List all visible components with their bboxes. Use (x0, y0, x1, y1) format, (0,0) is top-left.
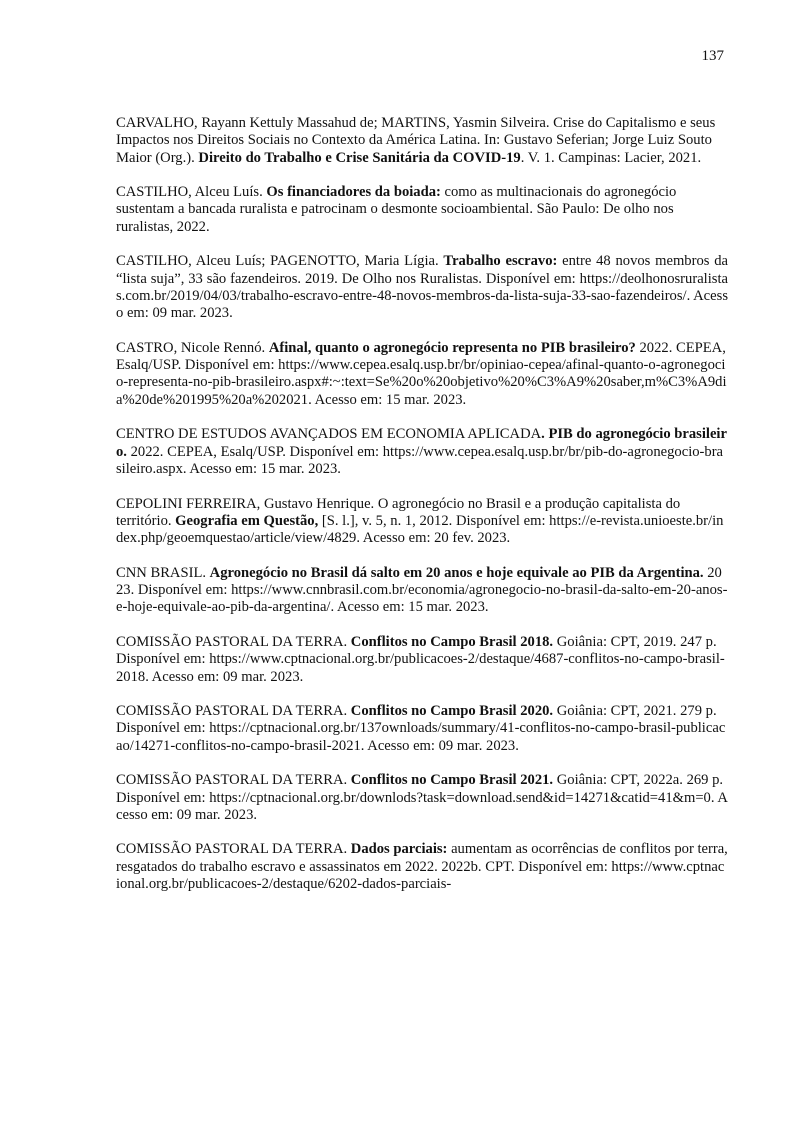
reference-text: CEPOLINI FERREIRA, Gustavo Henrique. O agronegócio no Brasil e a produção capitalista do território. (116, 495, 681, 529)
reference-entry (116, 841, 728, 893)
reference-text: Goiânia: CPT, 2021. 279 p. Disponível em: https://cptnacional.org.br/137ownloads/summary/41-conflitos-no-campo-brasil-publicacao/14271-conflitos-no-campo-brasil-2021. Acesso em: 09 mar. 2023. (116, 703, 726, 754)
reference-text: CENTRO DE ESTUDOS AVANÇADOS EM ECONOMIA APLICADA (116, 426, 542, 443)
reference-text: COMISSÃO PASTORAL DA TERRA. (116, 633, 351, 650)
reference-title: Dados parciais: (350, 841, 448, 858)
reference-text: COMISSÃO PASTORAL DA TERRA. (116, 841, 351, 858)
reference-entry (116, 703, 728, 755)
reference-text: CASTILHO, Alceu Luís. (116, 184, 267, 201)
reference-text: CNN BRASIL. (116, 564, 210, 581)
reference-title: Direito do Trabalho e Crise Sanitária da COVID-19 (198, 149, 521, 166)
reference-entry (116, 634, 728, 686)
reference-title: Conflitos no Campo Brasil 2021. (350, 772, 554, 789)
reference-text: CASTRO, Nicole Rennó. (116, 339, 269, 356)
reference-text: 2022. CEPEA, Esalq/USP. Disponível em: https://www.cepea.esalq.usp.br/br/opiniao-cepea/afinal-quanto-o-agronegocio-representa-no-pib-brasileiro.aspx#:~:text=Se%20o%20objetivo%20%C3%A9%20saber,m%C3%A9dia%20de%201995%20a%202021. Acesso em: 15 mar. 2023. (116, 339, 727, 408)
reference-title: Conflitos no Campo Brasil 2018. (350, 633, 554, 650)
reference-title: Trabalho escravo: (443, 253, 558, 270)
reference-text: CARVALHO, Rayann Kettuly Massahud de; MARTINS, Yasmin Silveira. Crise do Capitalismo e seus Impactos nos Direitos Sociais no Contexto da América Latina. In: Gustavo Seferian; Jorge Luiz Souto Maior (Org.). (116, 115, 716, 166)
reference-entry (116, 772, 728, 824)
reference-title: . PIB do agronegócio brasileiro. (116, 426, 727, 460)
reference-title: Agronegócio no Brasil dá salto em 20 anos e hoje equivale ao PIB da Argentina. (209, 564, 704, 581)
page-number: 137 (701, 48, 724, 64)
reference-title: Afinal, quanto o agronegócio representa no PIB brasileiro? (268, 339, 636, 356)
reference-list (116, 115, 728, 911)
reference-title: Geografia em Questão, (175, 512, 319, 529)
reference-entry (116, 340, 728, 409)
reference-text: CASTILHO, Alceu Luís; PAGENOTTO, Maria Lígia. (116, 253, 444, 270)
reference-entry (116, 253, 728, 322)
reference-text: aumentam as ocorrências de conflitos por terra, resgatados do trabalho escravo e assassinatos em 2022. 2022b. CPT. Disponível em: https://www.cptnacional.org.br/publicacoes-2/destaque/6202-dados-parciais- (116, 841, 728, 893)
reference-text: 2023. Disponível em: https://www.cnnbrasil.com.br/economia/agronegocio-no-brasil-da-salto-em-20-anos-e-hoje-equivale-ao-pib-da-argentina/. Acesso em: 15 mar. 2023. (116, 564, 728, 616)
reference-entry (116, 184, 728, 236)
reference-text: entre 48 novos membros da “lista suja”, 33 são fazendeiros. 2019. De Olho nos Ruralistas. Disponível em: https://deolhonosruralistas.com.br/2019/04/03/trabalho-escravo-entre-48-novos-membros-da-lista-suja-33-sao-fazendeiros/. Acesso em: 09 mar. 2023. (116, 253, 728, 322)
reference-text: 2022. CEPEA, Esalq/USP. Disponível em: https://www.cepea.esalq.usp.br/br/pib-do-agronegocio-brasileiro.aspx. Acesso em: 15 mar. 2023. (116, 443, 724, 477)
reference-text: [S. l.], v. 5, n. 1, 2012. Disponível em: https://e-revista.unioeste.br/index.php/geoemquestao/article/view/4829. Acesso em: 20 fev. 2023. (116, 512, 724, 547)
reference-entry (116, 565, 728, 617)
reference-title: Conflitos no Campo Brasil 2020. (350, 703, 554, 720)
reference-text: Goiânia: CPT, 2022a. 269 p. Disponível em: https://cptnacional.org.br/downlods?task=download.send&id=14271&catid=41&m=0. Acesso em: 09 mar. 2023. (116, 772, 728, 823)
reference-entry (116, 496, 728, 548)
reference-entry (116, 115, 728, 167)
reference-entry (116, 426, 728, 478)
reference-text: Goiânia: CPT, 2019. 247 p. Disponível em: https://www.cptnacional.org.br/publicacoes-2/destaque/4687-conflitos-no-campo-brasil-2018. Acesso em: 09 mar. 2023. (116, 633, 725, 685)
reference-text: como as multinacionais do agronegócio sustentam a bancada ruralista e patrocinam o desmonte socioambiental. São Paulo: De olho nos ruralistas, 2022. (116, 184, 677, 235)
reference-title: Os financiadores da boiada: (266, 184, 441, 201)
reference-text: COMISSÃO PASTORAL DA TERRA. (116, 703, 351, 720)
reference-text: . V. 1. Campinas: Lacier, 2021. (520, 149, 702, 166)
reference-text: COMISSÃO PASTORAL DA TERRA. (116, 772, 351, 789)
